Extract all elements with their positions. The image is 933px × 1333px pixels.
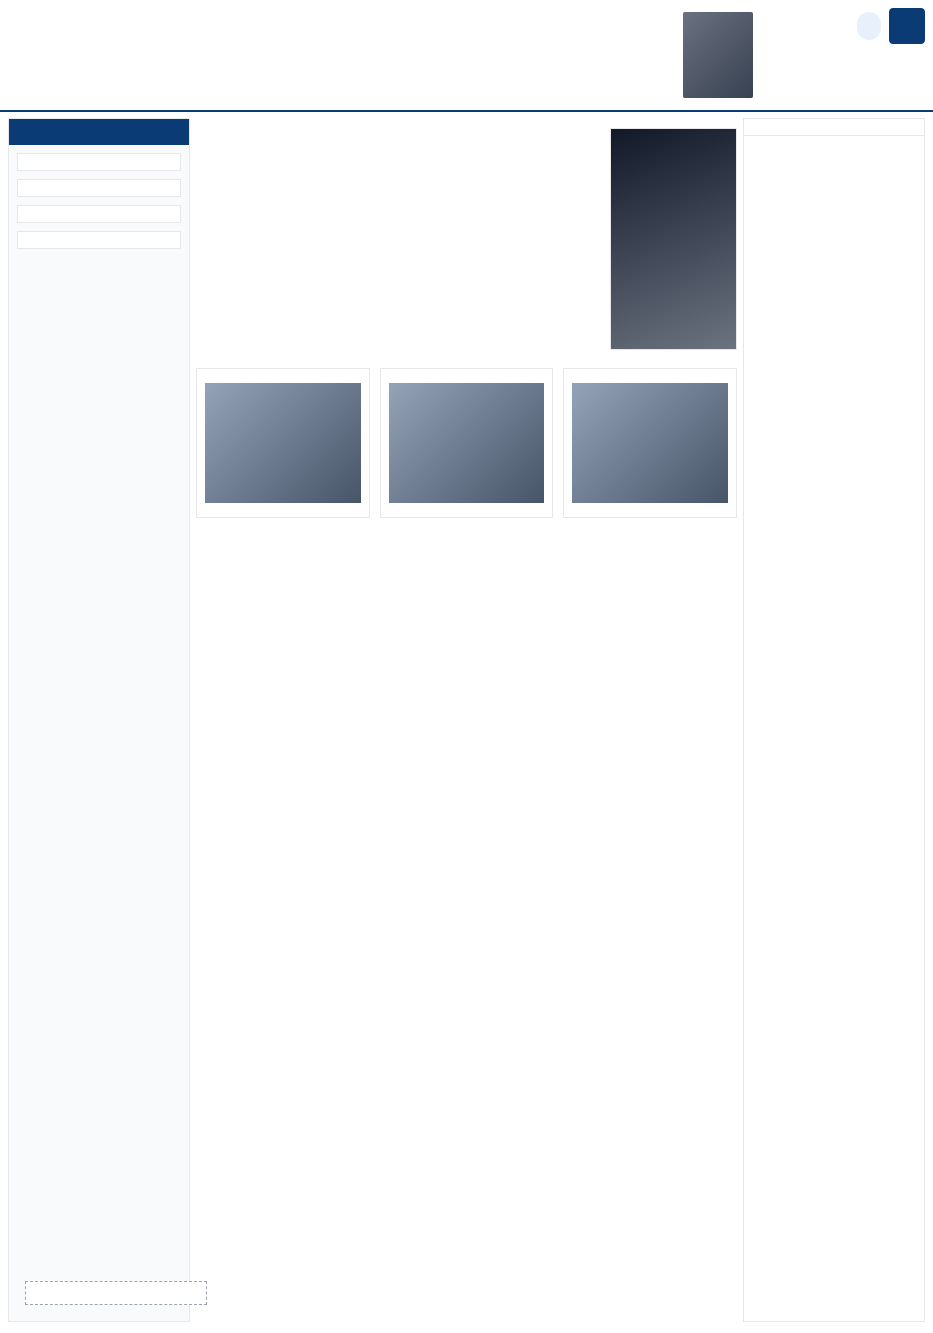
page-number-badge bbox=[889, 8, 925, 44]
story-grid bbox=[196, 368, 737, 518]
story-body bbox=[197, 509, 369, 517]
story-card[interactable] bbox=[380, 368, 554, 518]
news-item[interactable] bbox=[17, 205, 181, 223]
story-body bbox=[564, 509, 736, 517]
news-list bbox=[9, 145, 189, 257]
top-story-text bbox=[180, 12, 673, 98]
note-body bbox=[744, 136, 924, 152]
story-title bbox=[564, 375, 736, 383]
left-news-column bbox=[8, 118, 190, 1322]
hero-image bbox=[610, 128, 737, 350]
center-content bbox=[196, 118, 737, 1320]
news-item[interactable] bbox=[17, 231, 181, 249]
hero-image-wrap bbox=[477, 128, 737, 356]
story-photo bbox=[572, 383, 728, 503]
newspaper-logo bbox=[771, 48, 921, 104]
story-title bbox=[197, 375, 369, 383]
story-card[interactable] bbox=[196, 368, 370, 518]
note-title bbox=[744, 119, 924, 136]
top-story-photo bbox=[683, 12, 753, 98]
left-column-header bbox=[9, 119, 189, 145]
legal-notice bbox=[25, 1281, 207, 1305]
story-card[interactable] bbox=[563, 368, 737, 518]
story-body bbox=[381, 509, 553, 517]
story-photo bbox=[205, 383, 361, 503]
hero-section bbox=[196, 128, 737, 356]
right-note-column bbox=[743, 118, 925, 1322]
top-story bbox=[180, 12, 753, 98]
page-header bbox=[0, 0, 933, 112]
news-item[interactable] bbox=[17, 153, 181, 171]
section-label bbox=[857, 12, 881, 40]
hero-article-body bbox=[196, 128, 465, 356]
story-photo bbox=[389, 383, 545, 503]
news-item[interactable] bbox=[17, 179, 181, 197]
story-title bbox=[381, 375, 553, 383]
